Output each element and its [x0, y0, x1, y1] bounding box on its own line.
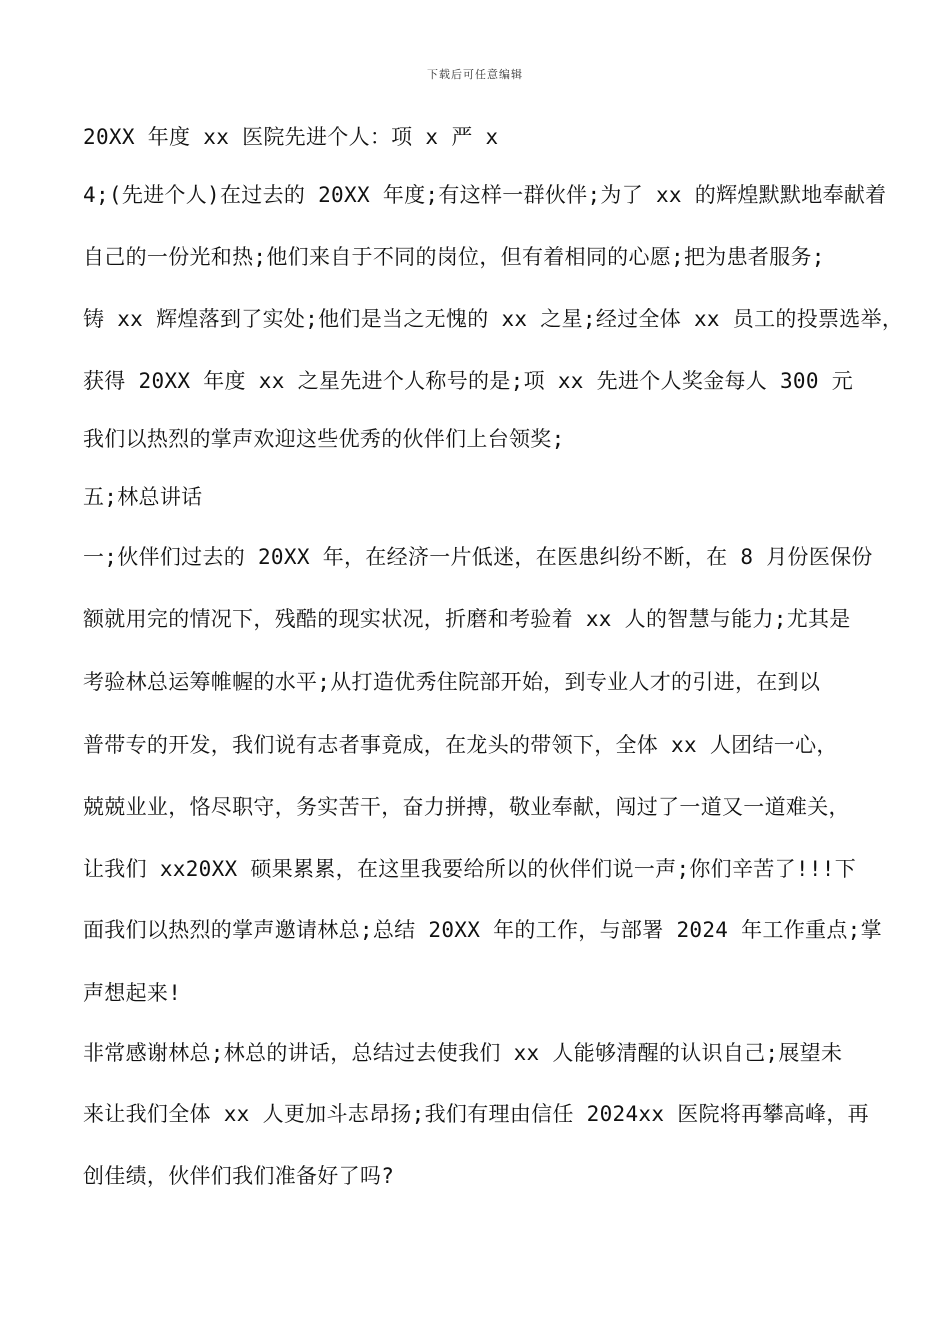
text-line: 创佳绩，伙伴们我们准备好了吗?: [83, 1164, 395, 1188]
text-line: 一;伙伴们过去的 20XX 年，在经济一片低迷，在医患纠纷不断，在 8 月份医保份: [83, 545, 873, 569]
text-line: 考验林总运筹帷幄的水平;从打造优秀住院部开始，到专业人才的引进，在到以: [83, 670, 821, 694]
text-line: 来让我们全体 xx 人更加斗志昂扬;我们有理由信任 2024xx 医院将再攀高峰，再: [83, 1102, 869, 1126]
text-line: 4;(先进个人)在过去的 20XX 年度;有这样一群伙伴;为了 xx 的辉煌默默地奉献着: [83, 183, 887, 207]
text-line: 额就用完的情况下，残酷的现实状况，折磨和考验着 xx 人的智慧与能力;尤其是: [83, 607, 851, 631]
text-line: 非常感谢林总;林总的讲话，总结过去使我们 xx 人能够清醒的认识自己;展望未: [83, 1041, 843, 1065]
text-line: 自己的一份光和热;他们来自于不同的岗位，但有着相同的心愿;把为患者服务;: [83, 245, 825, 269]
text-line: 面我们以热烈的掌声邀请林总;总结 20XX 年的工作，与部署 2024 年工作重点;掌: [83, 918, 882, 942]
section-heading: 五;林总讲话: [83, 485, 203, 509]
text-line: 普带专的开发，我们说有志者事竟成，在龙头的带领下，全体 xx 人团结一心，: [83, 733, 838, 757]
text-line: 兢兢业业，恪尽职守，务实苦干，奋力拼搏，敬业奉献，闯过了一道又一道难关，: [83, 795, 850, 819]
text-line: 20XX 年度 xx 医院先进个人：项 x 严 x: [83, 125, 499, 149]
text-line: 声想起来!: [83, 981, 182, 1005]
text-line: 让我们 xx20XX 硕果累累，在这里我要给所以的伙伴们说一声;你们辛苦了!!!下: [83, 857, 857, 881]
text-line: 我们以热烈的掌声欢迎这些优秀的伙伴们上台领奖;: [83, 427, 565, 451]
page-header: 下载后可任意编辑: [427, 68, 523, 81]
text-line: 获得 20XX 年度 xx 之星先进个人称号的是;项 xx 先进个人奖金每人 300 元: [83, 369, 854, 393]
text-line: 铸 xx 辉煌落到了实处;他们是当之无愧的 xx 之星;经过全体 xx 员工的投票选举，: [83, 307, 904, 331]
